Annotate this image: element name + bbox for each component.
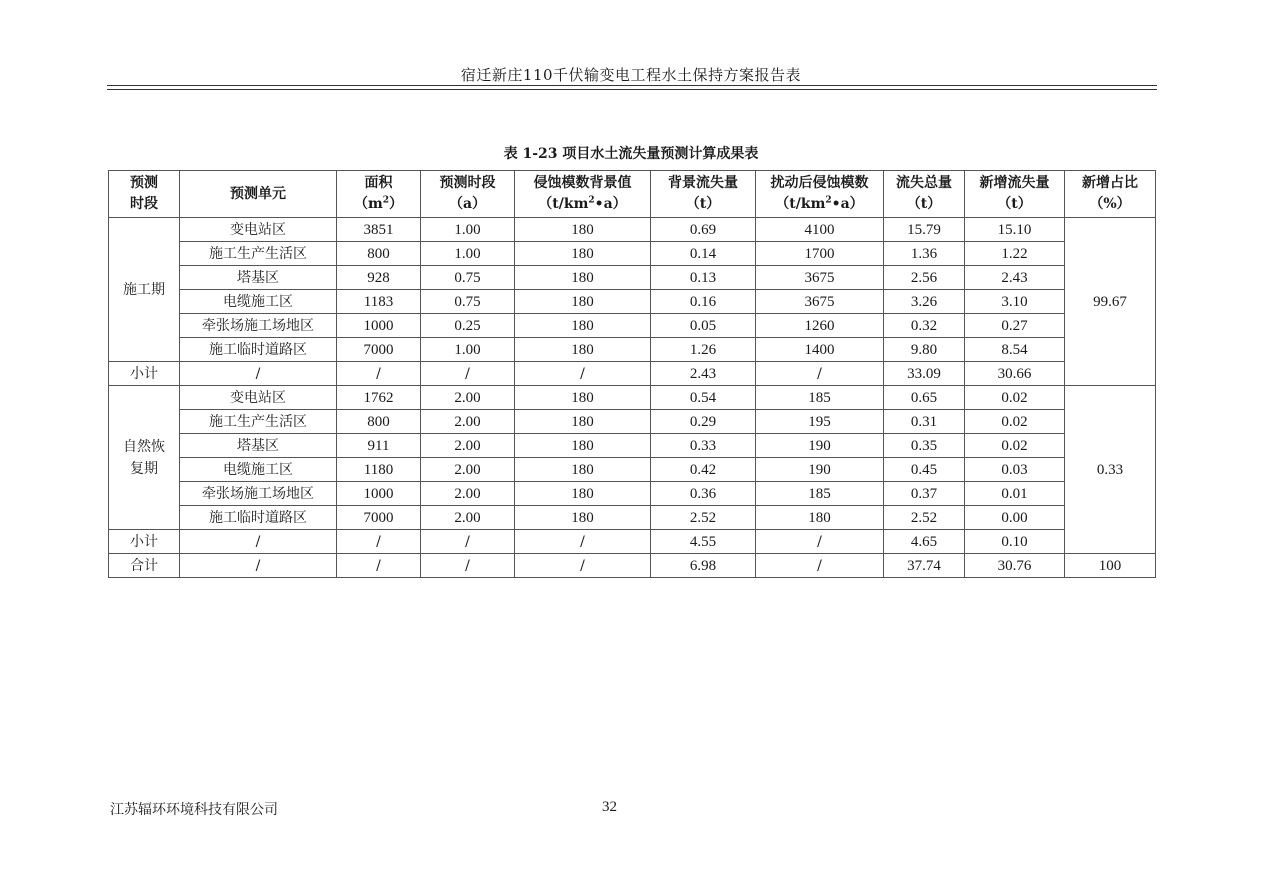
subtotal-cell: / (515, 362, 651, 386)
new-loss-cell: 0.02 (965, 386, 1065, 410)
area-cell: 1762 (337, 386, 421, 410)
duration-cell: 2.00 (421, 386, 515, 410)
total-cell: / (337, 554, 421, 578)
duration-cell: 2.00 (421, 482, 515, 506)
duration-cell: 0.75 (421, 266, 515, 290)
new-loss-cell: 0.03 (965, 458, 1065, 482)
background-modulus-cell: 180 (515, 410, 651, 434)
new-loss-cell: 3.10 (965, 290, 1065, 314)
unit-cell: 施工生产生活区 (180, 242, 337, 266)
table-row (109, 386, 1156, 410)
total-cell: / (756, 554, 884, 578)
new-loss-cell: 0.00 (965, 506, 1065, 530)
subtotal-cell: / (756, 530, 884, 554)
subtotal-cell: / (337, 530, 421, 554)
background-loss-cell: 2.52 (651, 506, 756, 530)
col-header-background-modulus: 侵蚀模数背景值 $(t/km^2•a)$ (515, 171, 651, 218)
table-row (109, 410, 1156, 434)
background-loss-cell: 0.54 (651, 386, 756, 410)
col-header-duration: 预测时段 （a） (421, 171, 515, 218)
table-row (109, 506, 1156, 530)
table-row (109, 434, 1156, 458)
background-modulus-cell: 180 (515, 242, 651, 266)
total-loss-cell: 0.31 (884, 410, 965, 434)
total-loss-cell: 3.26 (884, 290, 965, 314)
duration-cell: 1.00 (421, 218, 515, 242)
total-row (109, 554, 1156, 578)
area-cell: 1000 (337, 482, 421, 506)
background-loss-cell: 0.29 (651, 410, 756, 434)
background-modulus-cell: 180 (515, 290, 651, 314)
disturbed-modulus-cell: 3675 (756, 290, 884, 314)
total-loss-cell: 2.52 (884, 506, 965, 530)
unit-cell: 施工生产生活区 (180, 410, 337, 434)
share-cell-recovery: 0.33 (1065, 386, 1156, 554)
background-loss-cell: 0.16 (651, 290, 756, 314)
area-cell: 1000 (337, 314, 421, 338)
total-label: 合计 (109, 554, 180, 578)
soil-loss-table (108, 170, 1156, 578)
background-modulus-cell: 180 (515, 434, 651, 458)
duration-cell: 0.25 (421, 314, 515, 338)
total-loss-cell: 0.65 (884, 386, 965, 410)
col-header-unit: 预测单元 (180, 171, 337, 218)
total-loss-cell: 2.56 (884, 266, 965, 290)
subtotal-cell: / (421, 362, 515, 386)
subtotal-cell: / (180, 362, 337, 386)
background-modulus-cell: 180 (515, 482, 651, 506)
background-modulus-cell: 180 (515, 218, 651, 242)
disturbed-modulus-cell: 1700 (756, 242, 884, 266)
total-background-loss: 6.98 (651, 554, 756, 578)
background-modulus-cell: 180 (515, 386, 651, 410)
background-loss-cell: 0.13 (651, 266, 756, 290)
table-row (109, 242, 1156, 266)
subtotal-cell: / (421, 530, 515, 554)
new-loss-cell: 0.01 (965, 482, 1065, 506)
col-header-new-loss: 新增流失量 （t） (965, 171, 1065, 218)
total-cell: / (421, 554, 515, 578)
background-modulus-cell: 180 (515, 314, 651, 338)
background-modulus-cell: 180 (515, 458, 651, 482)
col-header-period: 预测 时段 (109, 171, 180, 218)
unit-cell: 变电站区 (180, 218, 337, 242)
new-loss-cell: 15.10 (965, 218, 1065, 242)
header-rule-thin (107, 89, 1157, 90)
background-loss-cell: 0.05 (651, 314, 756, 338)
col-header-new-share: 新增占比 （%） (1065, 171, 1156, 218)
total-loss-cell: 1.36 (884, 242, 965, 266)
unit-cell: 塔基区 (180, 434, 337, 458)
unit-cell: 塔基区 (180, 266, 337, 290)
unit-cell: 电缆施工区 (180, 290, 337, 314)
new-loss-cell: 0.02 (965, 410, 1065, 434)
duration-cell: 2.00 (421, 410, 515, 434)
disturbed-modulus-cell: 190 (756, 458, 884, 482)
background-modulus-cell: 180 (515, 506, 651, 530)
share-cell-construction: 99.67 (1065, 218, 1156, 386)
disturbed-modulus-cell: 195 (756, 410, 884, 434)
background-loss-cell: 0.33 (651, 434, 756, 458)
total-loss-cell: 0.45 (884, 458, 965, 482)
table-row (109, 218, 1156, 242)
total-cell: / (180, 554, 337, 578)
subtotal-label: 小计 (109, 362, 180, 386)
total-cell: / (515, 554, 651, 578)
unit-cell: 变电站区 (180, 386, 337, 410)
area-cell: 800 (337, 410, 421, 434)
background-modulus-cell: 180 (515, 338, 651, 362)
total-loss-cell: 9.80 (884, 338, 965, 362)
col-header-area: 面积 $(m^2)$ (337, 171, 421, 218)
table-row (109, 458, 1156, 482)
unit-cell: 牵张场施工场地区 (180, 482, 337, 506)
table-row (109, 338, 1156, 362)
area-cell: 911 (337, 434, 421, 458)
background-loss-cell: 0.69 (651, 218, 756, 242)
background-loss-cell: 0.14 (651, 242, 756, 266)
duration-cell: 2.00 (421, 434, 515, 458)
background-loss-cell: 1.26 (651, 338, 756, 362)
background-modulus-cell: 180 (515, 266, 651, 290)
table-row (109, 482, 1156, 506)
subtotal-total-loss: 33.09 (884, 362, 965, 386)
duration-cell: 2.00 (421, 458, 515, 482)
area-cell: 1180 (337, 458, 421, 482)
footer-company: 江苏辐环环境科技有限公司 (110, 802, 278, 818)
total-total-loss: 37.74 (884, 554, 965, 578)
unit-cell: 牵张场施工场地区 (180, 314, 337, 338)
background-loss-cell: 0.42 (651, 458, 756, 482)
disturbed-modulus-cell: 1400 (756, 338, 884, 362)
unit-cell: 施工临时道路区 (180, 506, 337, 530)
background-loss-cell: 0.36 (651, 482, 756, 506)
col-header-background-loss: 背景流失量 （t） (651, 171, 756, 218)
subtotal-background-loss: 4.55 (651, 530, 756, 554)
disturbed-modulus-cell: 185 (756, 386, 884, 410)
area-cell: 7000 (337, 338, 421, 362)
new-loss-cell: 0.27 (965, 314, 1065, 338)
area-cell: 7000 (337, 506, 421, 530)
duration-cell: 0.75 (421, 290, 515, 314)
new-loss-cell: 0.02 (965, 434, 1065, 458)
total-loss-cell: 0.37 (884, 482, 965, 506)
disturbed-modulus-cell: 180 (756, 506, 884, 530)
disturbed-modulus-cell: 3675 (756, 266, 884, 290)
duration-cell: 1.00 (421, 338, 515, 362)
subtotal-new-loss: 30.66 (965, 362, 1065, 386)
duration-cell: 1.00 (421, 242, 515, 266)
subtotal-cell: / (515, 530, 651, 554)
col-header-total-loss: 流失总量 （t） (884, 171, 965, 218)
area-cell: 928 (337, 266, 421, 290)
table-row (109, 290, 1156, 314)
disturbed-modulus-cell: 4100 (756, 218, 884, 242)
disturbed-modulus-cell: 185 (756, 482, 884, 506)
period-cell-construction: 施工期 (109, 218, 180, 362)
total-loss-cell: 0.32 (884, 314, 965, 338)
period-cell-recovery: 自然恢 复期 (109, 386, 180, 530)
subtotal-cell: / (756, 362, 884, 386)
area-cell: 800 (337, 242, 421, 266)
page-number: 32 (602, 799, 617, 815)
col-header-disturbed-modulus: 扰动后侵蚀模数 $(t/km^2•a)$ (756, 171, 884, 218)
total-new-loss: 30.76 (965, 554, 1065, 578)
table-row (109, 266, 1156, 290)
total-loss-cell: 0.35 (884, 434, 965, 458)
subtotal-row-recovery (109, 530, 1156, 554)
area-cell: 1183 (337, 290, 421, 314)
unit-cell: 电缆施工区 (180, 458, 337, 482)
duration-cell: 2.00 (421, 506, 515, 530)
disturbed-modulus-cell: 190 (756, 434, 884, 458)
new-loss-cell: 2.43 (965, 266, 1065, 290)
table-row (109, 314, 1156, 338)
new-loss-cell: 8.54 (965, 338, 1065, 362)
area-cell: 3851 (337, 218, 421, 242)
disturbed-modulus-cell: 1260 (756, 314, 884, 338)
page-header-title: 宿迁新庄110千伏输变电工程水土保持方案报告表 (460, 66, 802, 84)
total-share: 100 (1065, 554, 1156, 578)
header-rule (107, 85, 1157, 86)
subtotal-new-loss: 0.10 (965, 530, 1065, 554)
subtotal-total-loss: 4.65 (884, 530, 965, 554)
table-caption: 表 1-23 项目水土流失量预测计算成果表 (503, 146, 759, 162)
new-loss-cell: 1.22 (965, 242, 1065, 266)
unit-cell: 施工临时道路区 (180, 338, 337, 362)
total-loss-cell: 15.79 (884, 218, 965, 242)
subtotal-cell: / (180, 530, 337, 554)
subtotal-background-loss: 2.43 (651, 362, 756, 386)
subtotal-row-construction (109, 362, 1156, 386)
subtotal-label: 小计 (109, 530, 180, 554)
subtotal-cell: / (337, 362, 421, 386)
table-header-row (109, 171, 1156, 218)
